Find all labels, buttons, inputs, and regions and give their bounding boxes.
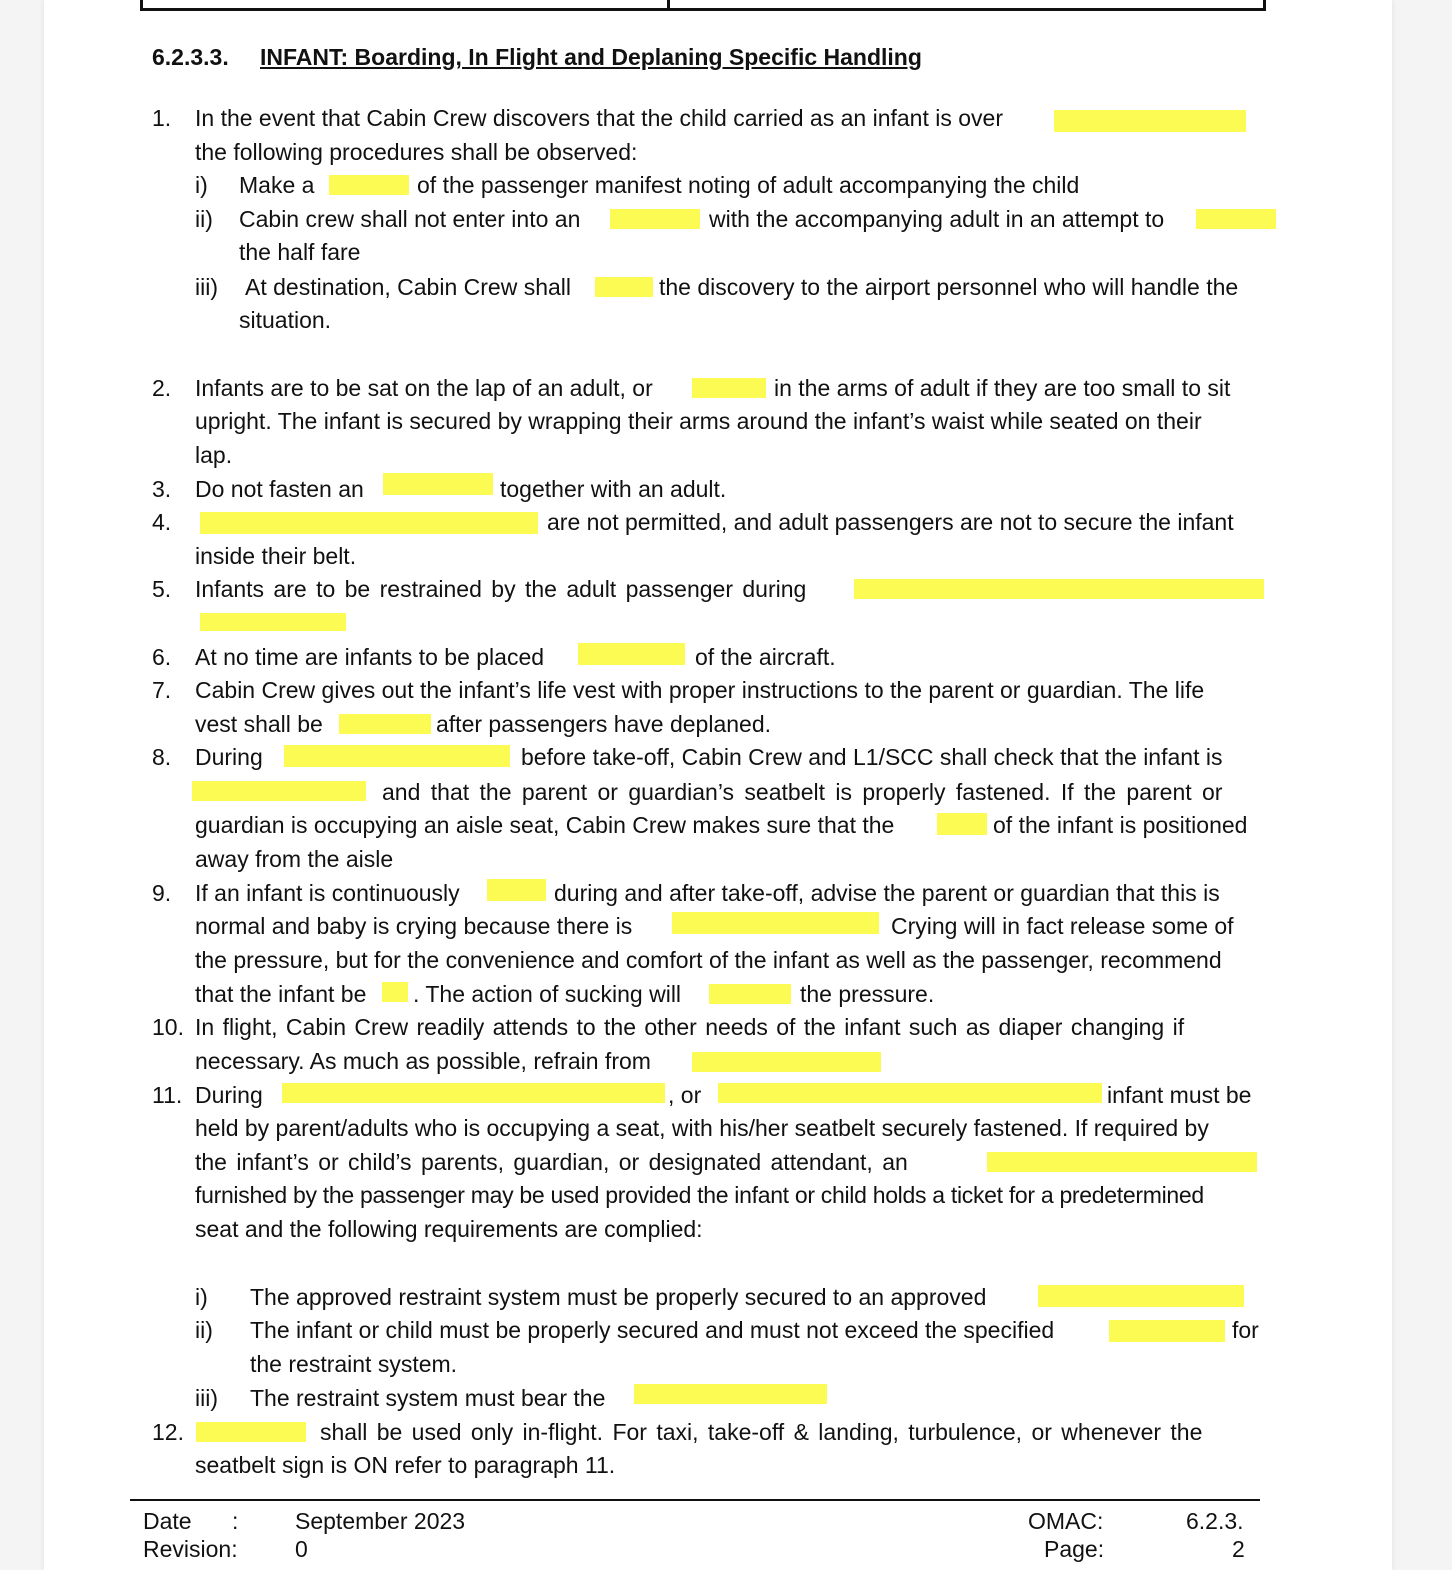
item-text: of the aircraft.: [695, 644, 836, 670]
item-text: and that the parent or guardian’s seatbelt is properly fastened. If the parent or: [382, 779, 1223, 805]
item-text: of the infant is positioned: [993, 812, 1248, 838]
item-number: 8.: [152, 744, 172, 770]
item-number: 2.: [152, 375, 172, 401]
subitem-number: iii): [195, 274, 218, 300]
item-text: held by parent/adults who is occupying a seat, with his/her seatbelt securely fastened. If required by: [195, 1115, 1209, 1141]
item-text: At no time are infants to be placed: [195, 644, 545, 670]
item-text: Crying will in fact release some of: [891, 913, 1234, 939]
footer-page-value: 2: [1232, 1536, 1245, 1562]
item-number: 12.: [152, 1419, 184, 1445]
subitem-number: i): [195, 172, 208, 198]
highlight-redaction: [339, 714, 431, 734]
footer-omac-label: OMAC:: [1028, 1508, 1104, 1534]
subitem-number: ii): [195, 1317, 213, 1343]
item-text: necessary. As much as possible, refrain from: [195, 1048, 651, 1074]
highlight-redaction: [610, 209, 700, 229]
highlight-redaction: [854, 579, 1264, 599]
highlight-redaction: [282, 1083, 665, 1103]
item-text: the infant’s or child’s parents, guardian, or designated attendant, an: [195, 1149, 908, 1175]
item-text: of the passenger manifest noting of adult accompanying the child: [417, 172, 1080, 198]
highlight-redaction: [1054, 110, 1246, 132]
footer-date-colon: :: [232, 1508, 239, 1534]
item-text: in the arms of adult if they are too small to sit: [774, 375, 1231, 401]
section-number: 6.2.3.3.: [152, 44, 229, 70]
highlight-redaction: [192, 781, 366, 801]
item-text: the pressure.: [800, 981, 935, 1007]
item-number: 6.: [152, 644, 172, 670]
item-text: lap.: [195, 442, 233, 468]
item-text: situation.: [239, 307, 332, 333]
item-text: If an infant is continuously: [195, 880, 460, 906]
item-text: seatbelt sign is ON refer to paragraph 11.: [195, 1452, 616, 1478]
item-text: during and after take-off, advise the parent or guardian that this is: [554, 880, 1220, 906]
item-text: are not permitted, and adult passengers are not to secure the infant: [547, 509, 1234, 535]
footer-page-label: Page:: [1044, 1536, 1105, 1562]
table-divider: [667, 0, 670, 8]
highlight-redaction: [692, 1052, 881, 1072]
item-number: 1.: [152, 105, 172, 131]
item-text: normal and baby is crying because there is: [195, 913, 633, 939]
item-text: During: [195, 744, 263, 770]
highlight-redaction: [200, 613, 346, 631]
item-text: the discovery to the airport personnel who will handle the: [659, 274, 1239, 300]
item-number: 5.: [152, 576, 172, 602]
subitem-number: iii): [195, 1385, 218, 1411]
footer-revision-value: 0: [295, 1536, 308, 1562]
item-text: In flight, Cabin Crew readily attends to the other needs of the infant such as diaper changing if: [195, 1014, 1185, 1040]
item-text: seat and the following requirements are complied:: [195, 1216, 703, 1242]
item-text: infant must be: [1107, 1082, 1252, 1108]
item-text: , or: [668, 1082, 702, 1108]
item-text: the pressure, but for the convenience and comfort of the infant as well as the passenger, recommend: [195, 947, 1222, 973]
item-text: At destination, Cabin Crew shall: [245, 274, 571, 300]
item-text: guardian is occupying an aisle seat, Cabin Crew makes sure that the: [195, 812, 895, 838]
item-text: shall be used only in-flight. For taxi, take-off & landing, turbulence, or whenever the: [320, 1419, 1203, 1445]
item-text: . The action of sucking will: [413, 981, 682, 1007]
item-text: inside their belt.: [195, 543, 357, 569]
item-text: furnished by the passenger may be used provided the infant or child holds a ticket for a predetermined: [195, 1182, 1204, 1208]
highlight-redaction: [709, 984, 791, 1004]
item-number: 3.: [152, 476, 172, 502]
footer-omac-value: 6.2.3.: [1186, 1508, 1244, 1534]
table-bottom-edge: [140, 0, 1266, 11]
item-number: 7.: [152, 677, 172, 703]
highlight-redaction: [383, 473, 493, 495]
item-text: During: [195, 1082, 263, 1108]
item-text: The restraint system must bear the: [250, 1385, 606, 1411]
highlight-redaction: [692, 378, 766, 398]
item-text: Cabin crew shall not enter into an: [239, 206, 581, 232]
item-text: The approved restraint system must be properly secured to an approved: [250, 1284, 987, 1310]
highlight-redaction: [937, 813, 987, 835]
item-number: 4.: [152, 509, 172, 535]
footer-date-label: Date: [143, 1508, 192, 1534]
highlight-redaction: [987, 1152, 1257, 1172]
item-text: Infants are to be sat on the lap of an adult, or: [195, 375, 653, 401]
item-text: vest shall be: [195, 711, 323, 737]
subitem-number: ii): [195, 206, 213, 232]
footer-rule: [130, 1499, 1260, 1501]
item-text: away from the aisle: [195, 846, 394, 872]
item-text: the restraint system.: [250, 1351, 458, 1377]
item-text: before take-off, Cabin Crew and L1/SCC shall check that the infant is: [521, 744, 1223, 770]
highlight-redaction: [200, 512, 538, 534]
highlight-redaction: [487, 879, 546, 901]
highlight-redaction: [634, 1384, 827, 1404]
item-text: Cabin Crew gives out the infant’s life vest with proper instructions to the parent or guardian. The life: [195, 677, 1205, 703]
highlight-redaction: [595, 277, 653, 297]
item-number: 10.: [152, 1014, 184, 1040]
highlight-redaction: [382, 982, 408, 1002]
highlight-redaction: [1038, 1285, 1244, 1307]
item-number: 11.: [152, 1082, 183, 1108]
item-text: together with an adult.: [500, 476, 727, 502]
section-title: INFANT: Boarding, In Flight and Deplaning Specific Handling: [260, 44, 922, 70]
item-text: upright. The infant is secured by wrapping their arms around the infant’s waist while seated on their: [195, 408, 1202, 434]
item-text: the half fare: [239, 239, 361, 265]
footer-revision-label: Revision:: [143, 1536, 238, 1562]
highlight-redaction: [1196, 209, 1276, 229]
footer-date-value: September 2023: [295, 1508, 466, 1534]
item-text: Infants are to be restrained by the adult passenger during: [195, 576, 807, 602]
item-text: the following procedures shall be observed:: [195, 139, 638, 165]
item-text: with the accompanying adult in an attempt to: [709, 206, 1165, 232]
highlight-redaction: [718, 1083, 1102, 1103]
item-number: 9.: [152, 880, 172, 906]
item-text: Make a: [239, 172, 315, 198]
item-text: for: [1232, 1317, 1259, 1343]
highlight-redaction: [1109, 1320, 1225, 1342]
item-text: The infant or child must be properly secured and must not exceed the specified: [250, 1317, 1055, 1343]
highlight-redaction: [329, 175, 409, 195]
item-text: In the event that Cabin Crew discovers that the child carried as an infant is over: [195, 105, 1003, 131]
item-text: that the infant be: [195, 981, 367, 1007]
document-page: [44, 0, 1392, 1570]
item-text: Do not fasten an: [195, 476, 364, 502]
subitem-number: i): [195, 1284, 208, 1310]
highlight-redaction: [284, 745, 510, 767]
highlight-redaction: [578, 643, 685, 665]
item-text: after passengers have deplaned.: [436, 711, 772, 737]
highlight-redaction: [196, 1422, 306, 1442]
highlight-redaction: [672, 912, 879, 934]
